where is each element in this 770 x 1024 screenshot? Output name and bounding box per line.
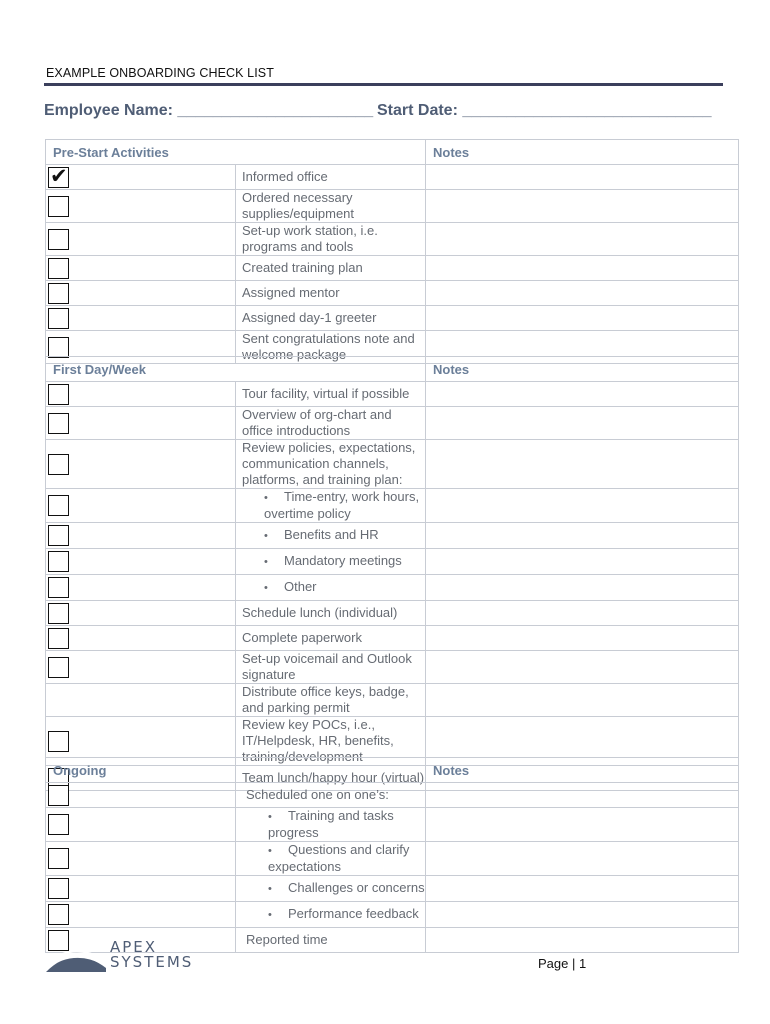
checkbox[interactable] [48,308,69,329]
notes-cell[interactable] [426,489,739,523]
notes-cell[interactable] [426,549,739,575]
checklist-item-label: Benefits and HR [284,527,379,542]
checkbox-cell [46,684,236,717]
checklist-item [236,651,426,684]
checklist-item [236,928,426,953]
logo-line-2: SYSTEMS [110,953,194,971]
apex-logo-text [110,940,193,970]
notes-cell[interactable] [426,440,739,489]
checklist-item [236,626,426,651]
checklist-item-label: Team lunch/happy hour (virtual) [242,770,425,785]
checklist-row [46,549,739,575]
bullet-icon: • [264,530,268,542]
checklist-item-label: Questions and clarify expectations [268,842,410,874]
checkbox-cell [46,382,236,407]
bullet-icon: • [264,582,268,594]
checklist-item-label: Created training plan [242,260,363,275]
checkbox[interactable] [48,603,69,624]
notes-cell[interactable] [426,842,739,876]
ongoing-section [45,757,739,956]
checkbox[interactable] [48,785,69,806]
checklist-row [46,165,739,190]
checkbox-cell [46,256,236,281]
checklist-item-label: Ordered necessary supplies/equipment [242,190,355,221]
checklist-row [46,407,739,440]
checkbox-cell [46,489,236,523]
first-day-week-section [45,356,739,791]
checklist-row [46,651,739,684]
section-heading: First Day/Week [46,357,426,382]
checklist-item [236,256,426,281]
notes-cell[interactable] [426,190,739,223]
notes-cell[interactable] [426,575,739,601]
checklist-item [236,165,426,190]
checklist-item-label: Training and tasks progress [268,808,394,840]
checklist-item-label: Other [284,579,317,594]
checklist-row [46,876,739,902]
checkbox[interactable] [48,657,69,678]
checklist-item [236,306,426,331]
checklist-row [46,783,739,808]
checklist-item [236,575,426,601]
checklist-row [46,626,739,651]
checkbox-cell [46,440,236,489]
checklist-row [46,306,739,331]
notes-heading: Notes [426,140,739,165]
checklist-row [46,808,739,842]
checklist-item [236,549,426,575]
checklist-item-label: Tour facility, virtual if possible [242,386,410,401]
checkbox-checked[interactable] [48,163,69,188]
checkbox[interactable] [48,904,69,925]
checklist-item-label: Sent congratulations note and welcome package [242,331,415,362]
notes-cell[interactable] [426,601,739,626]
logo-line-1: APEX [110,938,158,956]
notes-cell[interactable] [426,382,739,407]
checklist-item-label: Review policies, expectations, communication channels, platforms, and training plan: [242,440,416,487]
checkbox-cell [46,407,236,440]
title-rule [44,83,723,86]
checkbox[interactable] [48,384,69,405]
notes-heading: Notes [426,758,739,783]
checklist-item-label: Informed office [242,169,328,184]
checklist-item-label: Challenges or concerns [288,880,425,895]
checkbox-cell [46,165,236,190]
checklist-row [46,684,739,717]
document-title: EXAMPLE ONBOARDING CHECK LIST [46,66,274,80]
checkbox[interactable] [48,848,69,869]
checklist-item-label: Overview of org-chart and office introductions [242,407,392,438]
notes-cell[interactable] [426,808,739,842]
notes-cell[interactable] [426,223,739,256]
notes-cell[interactable] [426,902,739,928]
checklist-row [46,281,739,306]
checkbox-cell [46,523,236,549]
checklist-item [236,783,426,808]
notes-cell[interactable] [426,306,739,331]
pre-start-section [45,139,739,364]
checkbox[interactable] [48,229,69,250]
checklist-item [236,876,426,902]
checkbox-cell [46,601,236,626]
notes-cell[interactable] [426,523,739,549]
checklist-row [46,523,739,549]
checklist-item-label: Performance feedback [288,906,419,921]
section-heading: Pre-Start Activities [46,140,426,165]
checkbox-cell [46,549,236,575]
checklist-item [236,223,426,256]
checklist-row [46,575,739,601]
notes-cell[interactable] [426,928,739,953]
checkbox-cell [46,808,236,842]
section-heading: Ongoing [46,758,426,783]
checklist-item-label: Distribute office keys, badge, and parking permit [242,684,409,715]
checklist-item-label: Schedule lunch (individual) [242,605,398,620]
notes-cell[interactable] [426,876,739,902]
notes-cell[interactable] [426,626,739,651]
checkbox[interactable] [48,814,69,835]
section-header-row [46,357,739,382]
checkbox-cell [46,783,236,808]
checkbox-cell [46,575,236,601]
checkbox-cell [46,223,236,256]
page-number: Page | 1 [538,956,587,971]
checklist-row [46,256,739,281]
checkbox-cell [46,190,236,223]
checklist-row [46,842,739,876]
checkbox[interactable] [48,283,69,304]
checklist-item [236,382,426,407]
checklist-item-label: Scheduled one on one’s: [246,787,389,802]
checklist-item-label: Set-up work station, i.e. programs and tools [242,223,378,254]
checklist-row [46,601,739,626]
bullet-icon: • [268,909,272,921]
bullet-icon: • [264,492,268,504]
checklist-item [236,523,426,549]
checklist-item [236,902,426,928]
checklist-item [236,190,426,223]
bullet-icon: • [268,811,272,823]
checkbox[interactable] [48,551,69,572]
checklist-item [236,808,426,842]
checklist-row [46,223,739,256]
checkbox[interactable] [48,454,69,475]
checkbox[interactable] [48,878,69,899]
checkbox-cell [46,876,236,902]
checklist-item-label: Assigned day-1 greeter [242,310,377,325]
checklist-item [236,440,426,489]
notes-cell[interactable] [426,783,739,808]
checkbox-cell [46,902,236,928]
checkbox[interactable] [48,525,69,546]
checklist-row [46,489,739,523]
checklist-item [236,281,426,306]
checklist-item [236,601,426,626]
checklist-item [236,842,426,876]
notes-cell[interactable] [426,281,739,306]
checkbox-cell [46,281,236,306]
notes-cell[interactable] [426,165,739,190]
checklist-item-label: Reported time [246,932,328,947]
checklist-item-label: Assigned mentor [242,285,340,300]
notes-heading: Notes [426,357,739,382]
start-date-field[interactable]: Start Date: ____________________________ [377,102,712,119]
bullet-icon: • [268,883,272,895]
checkbox[interactable] [48,337,69,358]
checkbox-cell [46,626,236,651]
checkbox[interactable] [48,196,69,217]
checklist-item-label: Time-entry, work hours, overtime policy [264,489,420,521]
checklist-item-label: Mandatory meetings [284,553,402,568]
checkbox[interactable] [48,413,69,434]
checklist-row [46,440,739,489]
checkbox[interactable] [48,628,69,649]
checklist-row [46,190,739,223]
checkbox[interactable] [48,495,69,516]
checklist-item-label: Set-up voicemail and Outlook signature [242,651,412,682]
checklist-item-label: Complete paperwork [242,630,362,645]
checkbox-cell [46,651,236,684]
checkbox-cell [46,842,236,876]
notes-cell[interactable] [426,651,739,684]
checklist-item [236,489,426,523]
checkbox[interactable] [48,577,69,598]
checkmark-icon: ✔ [50,163,68,188]
checkbox[interactable] [48,731,69,752]
bullet-icon: • [264,556,268,568]
bullet-icon: • [268,845,272,857]
checklist-item-label: Review key POCs, i.e., IT/Helpdesk, HR, benefits, training/development [242,717,394,764]
checkbox[interactable] [48,258,69,279]
section-header-row [46,140,739,165]
section-header-row [46,758,739,783]
checklist-row [46,902,739,928]
notes-cell[interactable] [426,256,739,281]
notes-cell[interactable] [426,684,739,717]
checklist-row [46,382,739,407]
checkbox-cell [46,306,236,331]
notes-cell[interactable] [426,407,739,440]
checklist-item [236,407,426,440]
checklist-item [236,684,426,717]
employee-name-field[interactable]: Employee Name: ______________________ [44,102,374,119]
